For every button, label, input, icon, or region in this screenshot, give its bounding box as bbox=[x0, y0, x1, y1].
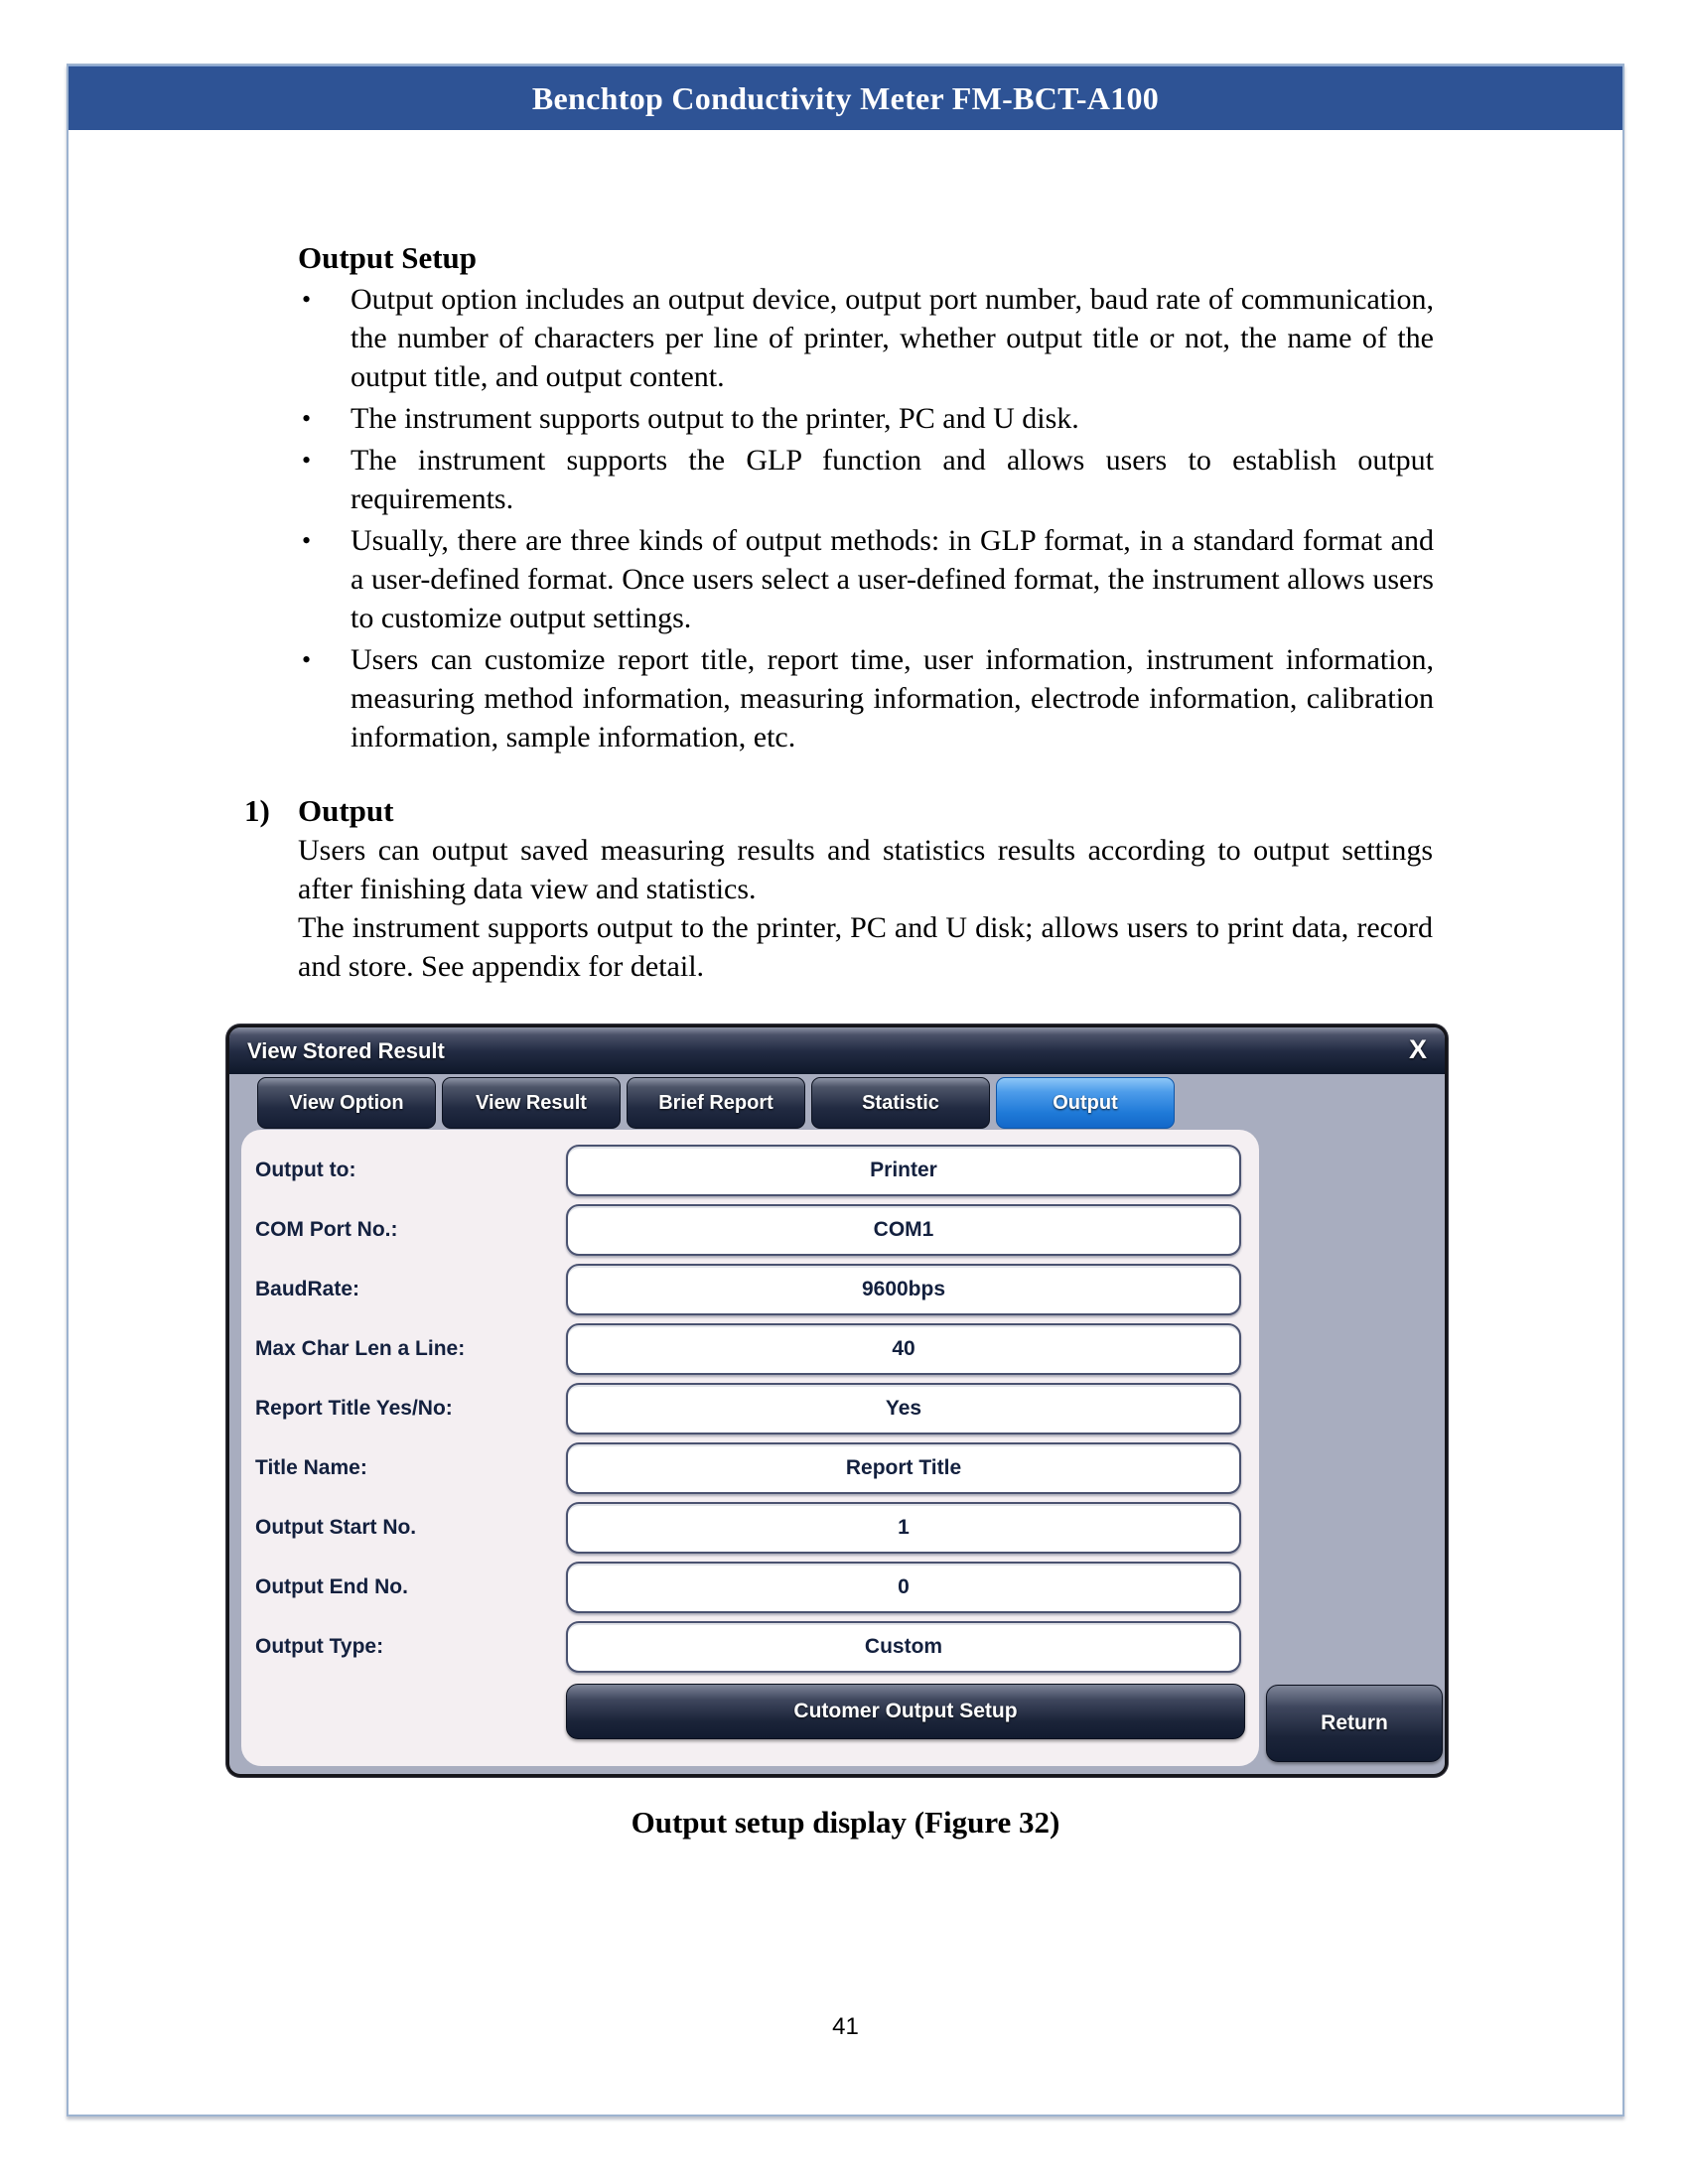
close-icon[interactable]: X bbox=[1408, 1034, 1427, 1064]
field-row-output-type bbox=[255, 1621, 1259, 1673]
bullet-icon: • bbox=[302, 404, 312, 433]
dialog-titlebar bbox=[229, 1027, 1445, 1074]
bullet-item bbox=[302, 441, 1434, 518]
return-button[interactable]: Return bbox=[1266, 1685, 1443, 1762]
bullet-list bbox=[302, 280, 1434, 759]
field-label: Report Title Yes/No: bbox=[255, 1397, 453, 1420]
bullet-item bbox=[302, 521, 1434, 637]
page-number: 41 bbox=[832, 2013, 859, 2040]
field-row-title-name bbox=[255, 1442, 1259, 1494]
field-value-button[interactable]: 9600bps bbox=[566, 1264, 1241, 1315]
figure-caption: Output setup display (Figure 32) bbox=[631, 1805, 1060, 1840]
field-value-button[interactable]: Report Title bbox=[566, 1442, 1241, 1494]
document-header bbox=[69, 66, 1622, 130]
field-value-button[interactable]: COM1 bbox=[566, 1204, 1241, 1256]
tab-statistic[interactable]: Statistic bbox=[811, 1077, 990, 1129]
tab-view-option[interactable]: View Option bbox=[257, 1077, 436, 1129]
field-value-button[interactable]: Yes bbox=[566, 1383, 1241, 1434]
field-row-report-title-yesno bbox=[255, 1383, 1259, 1434]
field-value-button[interactable]: Printer bbox=[566, 1145, 1241, 1196]
bullet-icon: • bbox=[302, 446, 312, 475]
bullet-text: The instrument supports output to the printer, PC and U disk. bbox=[351, 402, 1079, 435]
field-label: BaudRate: bbox=[255, 1278, 360, 1300]
tab-bar bbox=[229, 1077, 1445, 1127]
bullet-item bbox=[302, 640, 1434, 756]
customer-output-setup-button[interactable]: Cutomer Output Setup bbox=[566, 1684, 1245, 1739]
numbered-item-number: 1) bbox=[244, 793, 270, 828]
field-row-com-port bbox=[255, 1204, 1259, 1256]
field-label: COM Port No.: bbox=[255, 1218, 398, 1241]
bullet-icon: • bbox=[302, 285, 312, 314]
output-settings-panel bbox=[241, 1130, 1259, 1766]
field-value-button[interactable]: 40 bbox=[566, 1323, 1241, 1375]
bullet-icon: • bbox=[302, 645, 312, 674]
bullet-text: Usually, there are three kinds of output methods: in GLP format, in a standard format and a user-defined format. Once users select a user-defined format, the instrument allows users to customize output settings. bbox=[351, 524, 1434, 634]
field-label: Output Type: bbox=[255, 1635, 384, 1658]
field-value-button[interactable]: 1 bbox=[566, 1502, 1241, 1554]
field-row-baudrate bbox=[255, 1264, 1259, 1315]
numbered-heading bbox=[244, 791, 1433, 831]
bullet-text: Users can customize report title, report time, user information, instrument information, measuring method information, measuring information, electrode information, calibration information, sample information, etc. bbox=[351, 643, 1434, 753]
bullet-icon: • bbox=[302, 526, 312, 555]
field-row-output-start-no bbox=[255, 1502, 1259, 1554]
body-paragraph: Users can output saved measuring results and statistics results according to output settings after finishing data view and statistics. bbox=[298, 834, 1433, 905]
view-stored-result-dialog bbox=[226, 1024, 1448, 1777]
numbered-section bbox=[244, 791, 1433, 986]
numbered-item-title: Output bbox=[298, 793, 394, 828]
bullet-text: Output option includes an output device, output port number, baud rate of communication, the number of characters per line of printer, whether output title or not, the name of the output title, and output content. bbox=[351, 283, 1434, 393]
field-row-output-to bbox=[255, 1145, 1259, 1196]
field-row-max-char-len bbox=[255, 1323, 1259, 1375]
section-heading: Output Setup bbox=[298, 240, 478, 275]
field-label: Title Name: bbox=[255, 1456, 367, 1479]
dialog-title: View Stored Result bbox=[247, 1037, 445, 1063]
field-label: Output End No. bbox=[255, 1575, 408, 1598]
field-label: Max Char Len a Line: bbox=[255, 1337, 466, 1360]
document-title: Benchtop Conductivity Meter FM-BCT-A100 bbox=[531, 79, 1160, 116]
tab-output[interactable]: Output bbox=[996, 1077, 1175, 1129]
tab-view-result[interactable]: View Result bbox=[442, 1077, 621, 1129]
body-paragraph: The instrument supports output to the printer, PC and U disk; allows users to print data, record and store. See appendix for detail. bbox=[298, 911, 1433, 983]
bullet-text: The instrument supports the GLP function and allows users to establish output requirements. bbox=[351, 444, 1434, 515]
field-row-output-end-no bbox=[255, 1562, 1259, 1613]
field-label: Output Start No. bbox=[255, 1516, 417, 1539]
bullet-item bbox=[302, 399, 1434, 438]
tab-brief-report[interactable]: Brief Report bbox=[627, 1077, 805, 1129]
field-value-button[interactable]: Custom bbox=[566, 1621, 1241, 1673]
bullet-item bbox=[302, 280, 1434, 396]
field-value-button[interactable]: 0 bbox=[566, 1562, 1241, 1613]
field-label: Output to: bbox=[255, 1159, 356, 1181]
